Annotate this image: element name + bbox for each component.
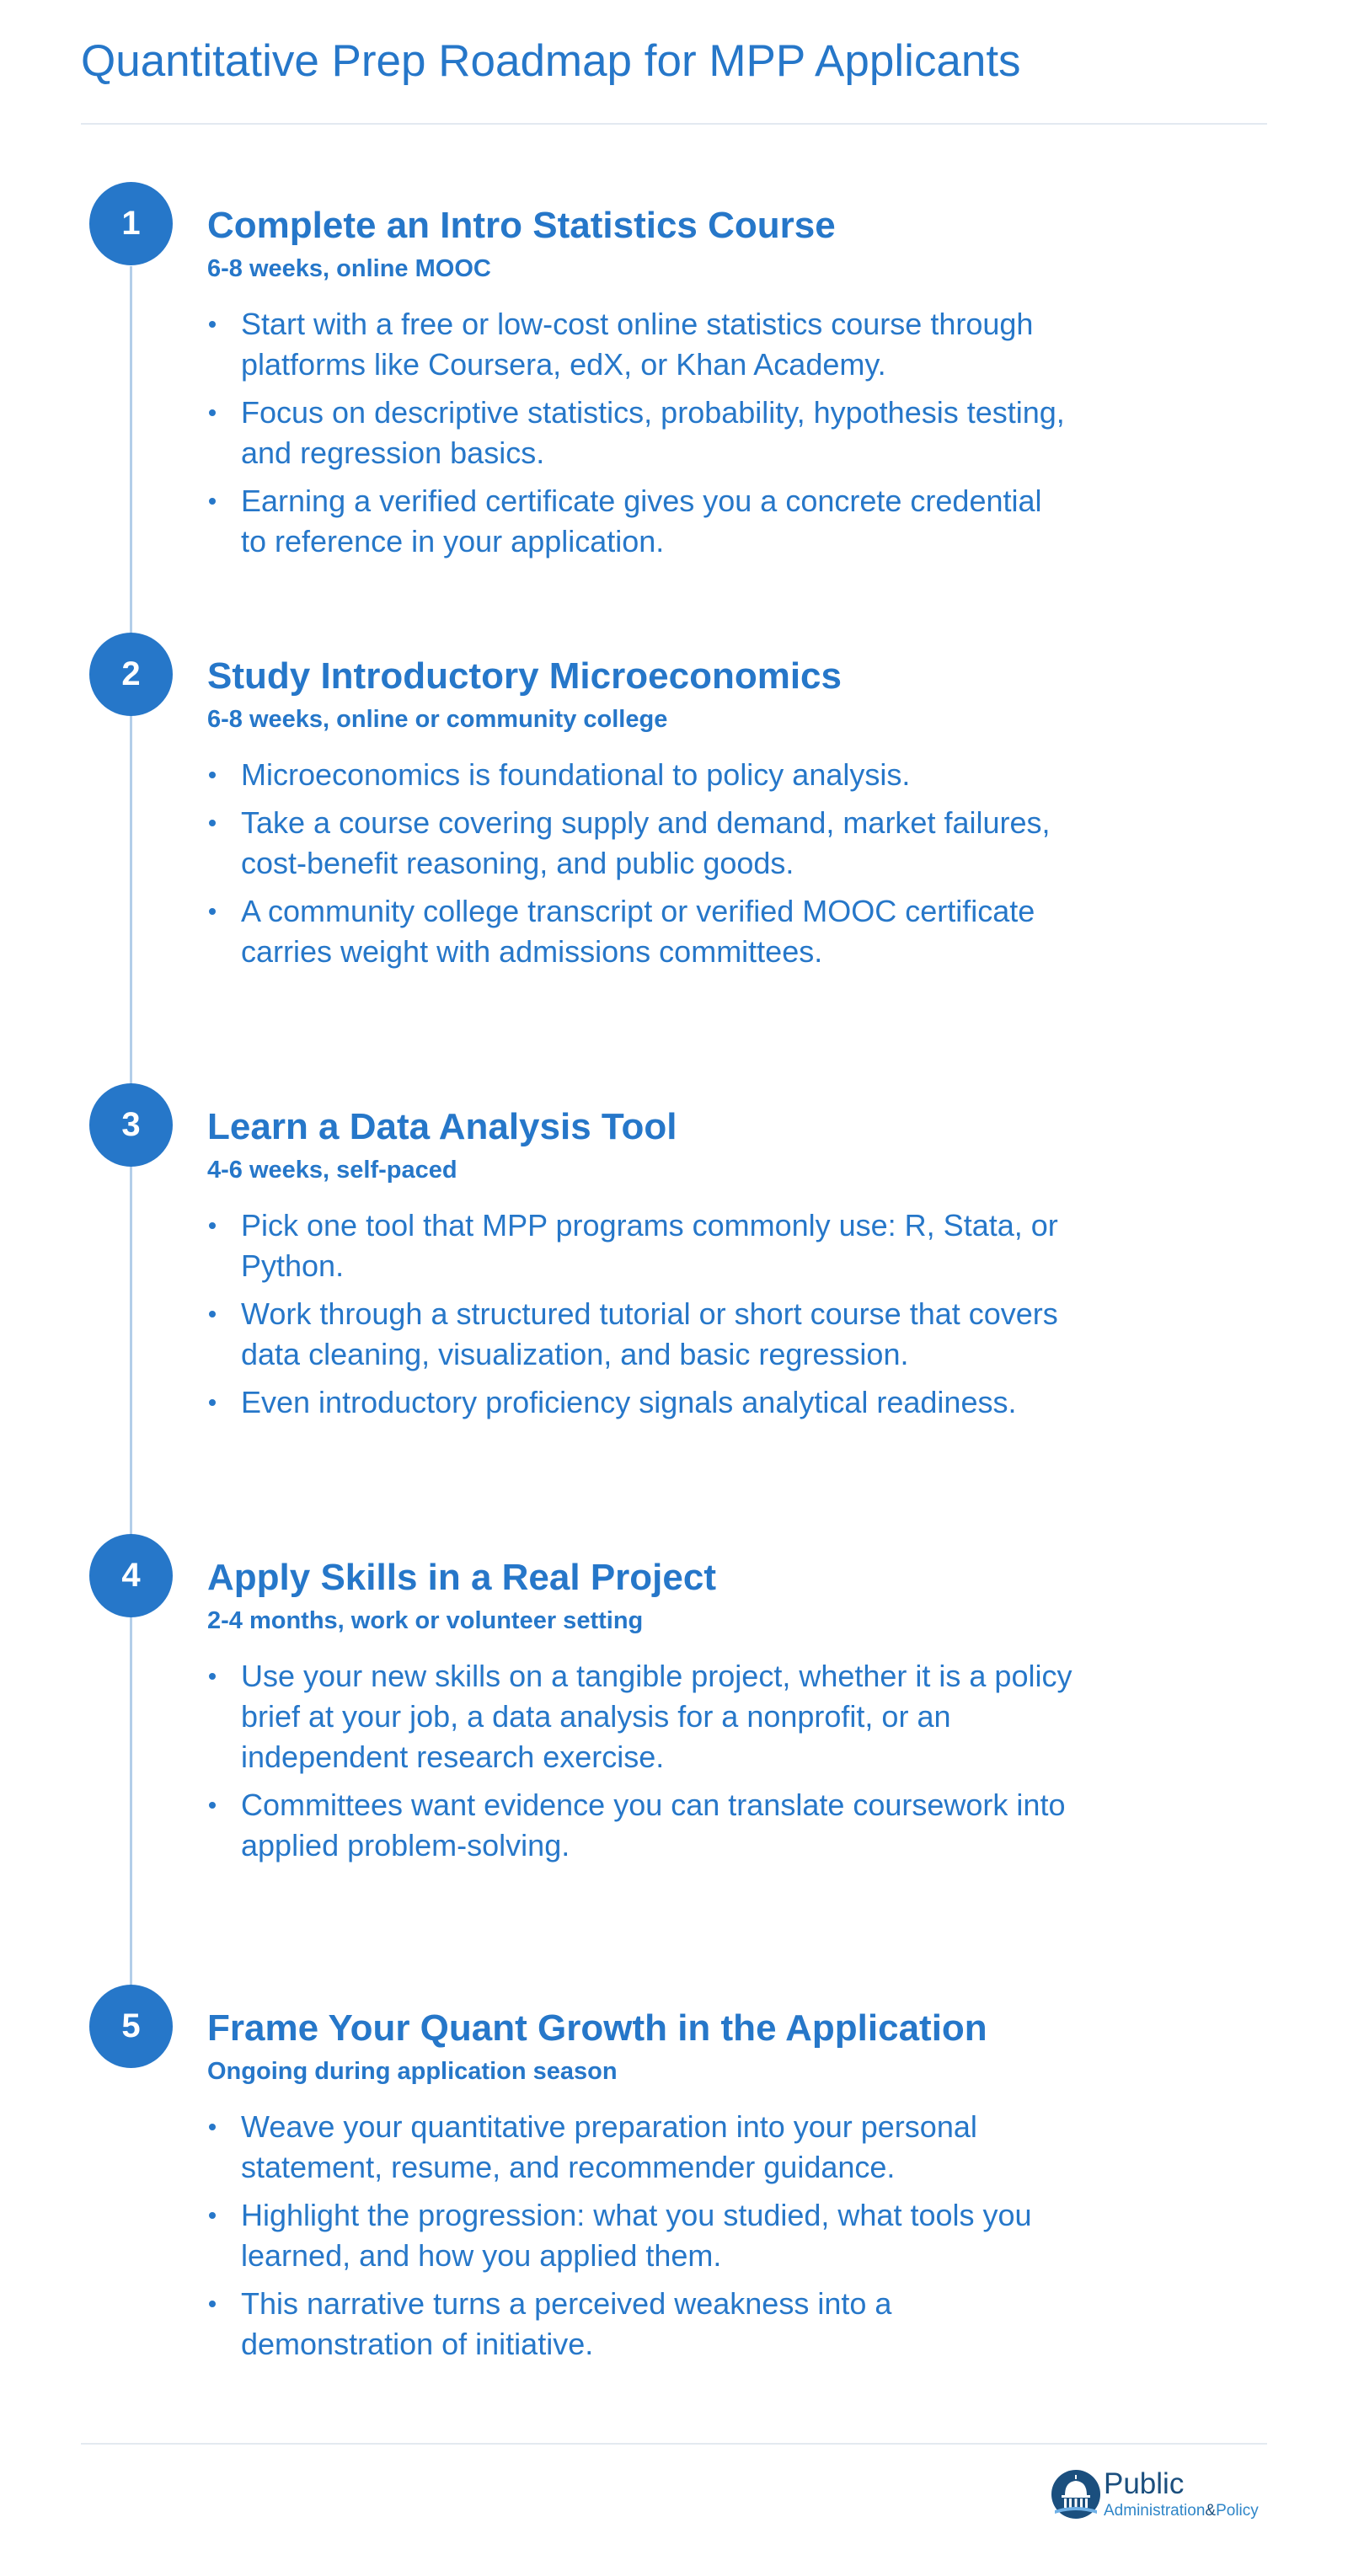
step-title: Study Introductory Microeconomics [207, 655, 842, 697]
step-bullet-list [207, 2107, 1075, 2365]
step-content [207, 203, 1134, 569]
step-bullet-list [207, 755, 1075, 972]
page-title: Quantitative Prep Roadmap for MPP Applicants [81, 36, 1021, 86]
step-number-badge: 2 [89, 633, 173, 716]
step-duration: 2-4 months, work or volunteer setting [207, 1607, 644, 1634]
footer-logo [1050, 2468, 1267, 2520]
bullet-item: Earning a verified certificate gives you a concrete credential to reference in your application. [207, 481, 1075, 562]
bullet-item: Use your new skills on a tangible project, whether it is a policy brief at your job, a data analysis for a nonprofit, or an independent research exercise. [207, 1656, 1075, 1777]
bullet-item: Work through a structured tutorial or short course that covers data cleaning, visualization, and basic regression. [207, 1294, 1075, 1375]
step-number-badge: 1 [89, 182, 173, 265]
bullet-item: Committees want evidence you can translate coursework into applied problem-solving. [207, 1785, 1075, 1866]
bullet-item: Highlight the progression: what you studied, what tools you learned, and how you applied them. [207, 2195, 1075, 2276]
bullet-item: A community college transcript or verified MOOC certificate carries weight with admissions committees. [207, 891, 1075, 972]
bullet-item: Start with a free or low-cost online statistics course through platforms like Coursera, edX, or Khan Academy. [207, 304, 1075, 385]
step-bullet-list [207, 1656, 1075, 1866]
step-content [207, 1555, 1134, 1873]
bullet-item: Focus on descriptive statistics, probability, hypothesis testing, and regression basics. [207, 393, 1075, 473]
bullet-item: Pick one tool that MPP programs commonly use: R, Stata, or Python. [207, 1205, 1075, 1286]
footer-divider [81, 2443, 1267, 2445]
bullet-item: Weave your quantitative preparation into your personal statement, resume, and recommender guidance. [207, 2107, 1075, 2188]
step-number-badge: 3 [89, 1083, 173, 1167]
bullet-item: Take a course covering supply and demand, market failures, cost-benefit reasoning, and public goods. [207, 803, 1075, 884]
bullet-item: Microeconomics is foundational to policy analysis. [207, 755, 1075, 795]
step-content [207, 654, 1134, 980]
header-divider [81, 123, 1267, 125]
step-bullet-list [207, 304, 1075, 562]
step-title: Frame Your Quant Growth in the Application [207, 2007, 987, 2049]
step-duration: 6-8 weeks, online MOOC [207, 255, 491, 282]
step-number-badge: 5 [89, 1985, 173, 2068]
bullet-item: This narrative turns a perceived weakness into a demonstration of initiative. [207, 2284, 1075, 2365]
step-duration: 4-6 weeks, self-paced [207, 1157, 457, 1184]
step-title: Complete an Intro Statistics Course [207, 205, 836, 246]
step-duration: 6-8 weeks, online or community college [207, 706, 668, 733]
step-bullet-list [207, 1205, 1075, 1423]
capitol-dome-icon [1050, 2468, 1102, 2520]
step-content [207, 1104, 1134, 1430]
logo-wordmark: Public [1104, 2467, 1185, 2500]
step-title: Learn a Data Analysis Tool [207, 1106, 677, 1147]
step-title: Apply Skills in a Real Project [207, 1557, 716, 1598]
logo-tagline: Administration&Policy [1104, 2502, 1259, 2520]
step-duration: Ongoing during application season [207, 2058, 618, 2085]
bullet-item: Even introductory proficiency signals analytical readiness. [207, 1382, 1075, 1423]
step-content [207, 2006, 1134, 2372]
step-number-badge: 4 [89, 1534, 173, 1617]
